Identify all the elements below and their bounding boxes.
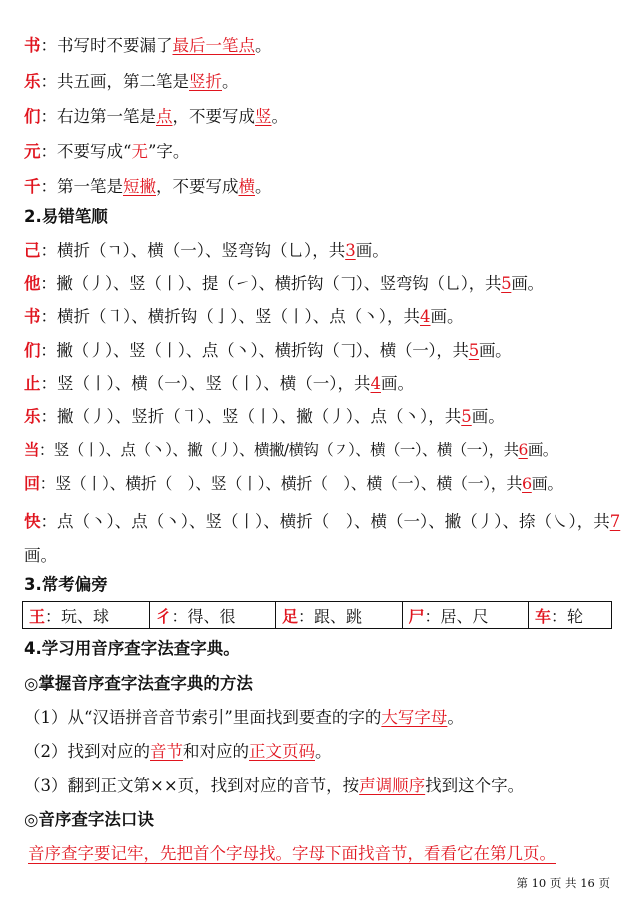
stroke-line-9: 快：点（丶）、点（丶）、竖（丨）、横折（ ）、横（一）、撇（丿）、捺（㇏），共7画。 [24,512,621,565]
stroke-line-1: 己：横折（ㄱ）、横（一）、竖弯钩（乚），共3画。 [24,241,389,260]
rhyme-text: 音序查字要记牢，先把首个字母找。字母下面找音节，看看它在第几页。 [28,844,556,863]
radical-cell: 足：跟、跳 [276,602,403,629]
note-char: 元 [24,142,41,161]
note-char: 千 [24,177,41,196]
stroke-line-2: 他：撇（丿）、竖（丨）、提（㇀）、横折钩（𠃌）、竖弯钩（乚），共5画。 [24,274,544,293]
step-2: （2）找到对应的音节和对应的正文页码。 [24,742,332,761]
note-char: 书 [24,36,41,55]
stroke-line-7: 当：竖（丨）、点（丶）、撇（丿）、横撇/横钩（㇇）、横（一）、横（一），共6画。 [24,440,558,459]
note-line-4: 元：不要写成“无”字。 [24,142,190,161]
radical-cell: 车：轮 [529,602,612,629]
section-4-title: 4.学习用音序查字法查字典。 [24,639,240,658]
section-2-title: 2.易错笔顺 [24,207,108,226]
radicals-table [22,601,612,629]
note-char: 乐 [24,72,41,91]
note-line-1: 书：书写时不要漏了最后一笔点。 [24,36,272,55]
radical-cell: 王：玩、球 [23,602,150,629]
note-line-5: 千：第一笔是短撇，不要写成横。 [24,177,272,196]
section-3-title: 3.常考偏旁 [24,575,108,594]
note-line-2: 乐：共五画，第二笔是竖折。 [24,72,239,91]
stroke-line-5: 止：竖（丨）、横（一）、竖（丨）、横（一），共4画。 [24,374,414,393]
note-line-3: 们：右边第一笔是点，不要写成竖。 [24,107,288,126]
stroke-line-4: 们：撇（丿）、竖（丨）、点（丶）、横折钩（𠃌）、横（一），共5画。 [24,341,512,360]
note-char: 们 [24,107,41,126]
stroke-line-8: 回：竖（丨）、横折（ ）、竖（丨）、横折（ ）、横（一）、横（一），共6画。 [24,474,563,493]
step-3: （3）翻到正文第××页，找到对应的音节，按声调顺序找到这个字。 [24,776,525,795]
page-footer: 第 10 页 共 16 页 [516,876,610,890]
rhyme-title: ◎音序查字法口诀 [24,810,154,829]
method-title: ◎掌握音序查字法查字典的方法 [24,674,253,693]
radical-cell: 尸：居、尺 [402,602,529,629]
radical-cell: 彳：得、很 [149,602,276,629]
stroke-line-6: 乐：撇（丿）、竖折（㇕）、竖（丨）、撇（丿）、点（丶），共5画。 [24,407,505,426]
step-1: （1）从“汉语拼音音节索引”里面找到要查的字的大写字母。 [24,708,464,727]
stroke-line-3: 书：横折（㇕）、横折钩（亅）、竖（丨）、点（丶），共4画。 [24,307,464,326]
